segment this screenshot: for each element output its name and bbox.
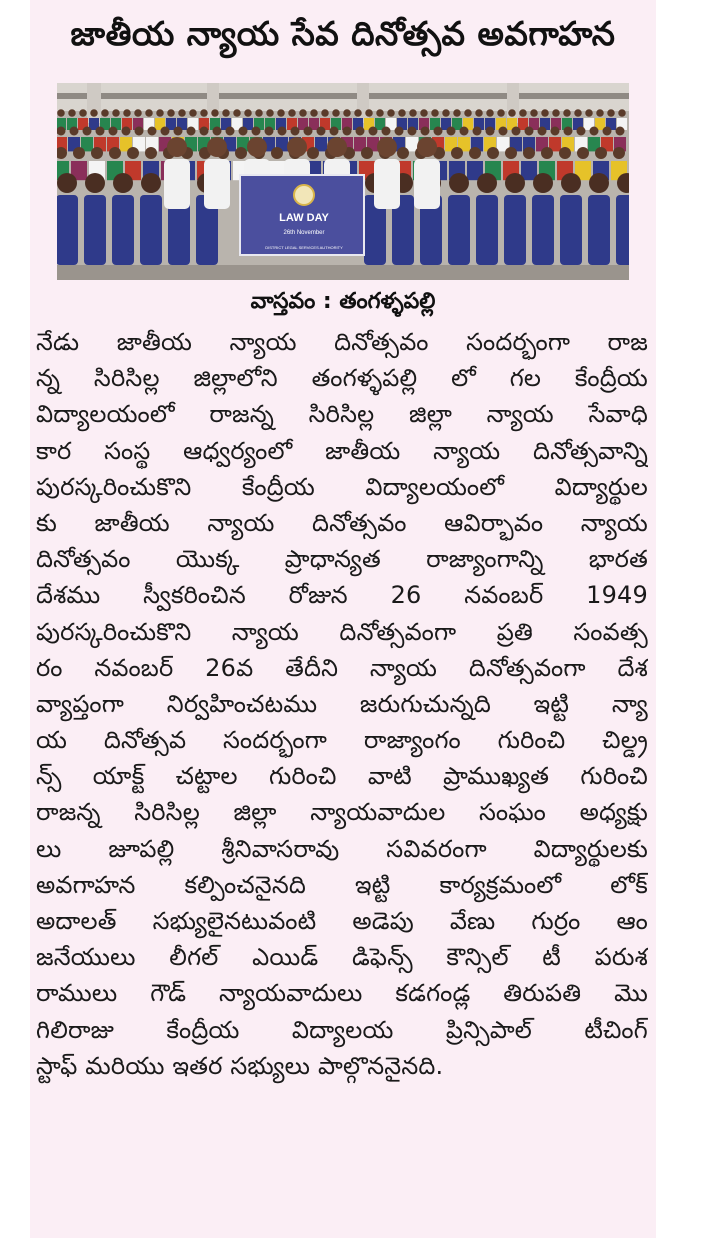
banner-title: LAW DAY (279, 212, 329, 224)
article-line: అదాలత్ సభ్యులైనటువంటి అడెపు వేణు గుర్రం ఆం (36, 907, 648, 935)
article-line: దినోత్సవం యొక్క ప్రాధాన్యత రాజ్యాంగాన్ని భారత (36, 545, 648, 574)
dateline: వాస్తవం : తంగళ్ళపల్లి (250, 289, 436, 314)
article-line: రాములు గౌడ్ న్యాయవాదులు కడగండ్ల తిరుపతి మొ (36, 979, 648, 1008)
article-line: కార సంస్థ ఆధ్వర్యంలో జాతీయ న్యాయ దినోత్సవాన్ని (36, 436, 648, 465)
banner-date: 26th November (283, 230, 325, 236)
news-photo (57, 83, 629, 280)
article-line: నేడు జాతీయ న్యాయ దినోత్సవం సందర్భంగా రాజ (36, 328, 648, 356)
article-line: జనేయులు లీగల్ ఎయిడ్ డిఫెన్స్ కౌన్సిల్ టీ పరుశ (36, 943, 648, 972)
article-line: పురస్కరించుకొని కేంద్రీయ విద్యాలయంలో విద్యార్థుల (36, 472, 648, 501)
article-line: లు జూపల్లి శ్రీనివాసరావు సవివరంగా విద్యార్థులకు (36, 834, 648, 863)
news-clipping (30, 0, 656, 1238)
article-line: వ్యాప్తంగా నిర్వహించటము జరుగుచున్నది ఇట్టి న్యా (36, 689, 648, 718)
article-line: పురస్కరించుకొని న్యాయ దినోత్సవంగా ప్రతి సంవత్స (36, 617, 648, 646)
article-line: స్టాఫ్ మరియు ఇతర సభ్యులు పాల్గొననైనది. (36, 1051, 444, 1080)
law-day-banner (240, 175, 364, 255)
article-line: విద్యాలయంలో రాజన్న సిరిసిల్ల జిల్లా న్యాయ సేవాధి (36, 400, 648, 429)
banner-footer: DISTRICT LEGAL SERVICES AUTHORITY (265, 245, 343, 250)
article-line: రం నవంబర్ 26వ తేదీని న్యాయ దినోత్సవంగా దేశ (36, 653, 648, 682)
article-line: అవగాహన కల్పించనైనది ఇట్టి కార్యక్రమంలో లోక్ (36, 870, 648, 899)
article-line: గిలిరాజు కేంద్రీయ విద్యాలయ ప్రిన్సిపాల్ టీచింగ్ (36, 1015, 648, 1044)
article-line: య దినోత్సవ సందర్భంగా రాజ్యాంగం గురించి చిల్డ్ర (36, 726, 648, 755)
article-line: న్న సిరిసిల్ల జిల్లాలోని తంగళ్ళపల్లి లో గల కేంద్రీయ (36, 364, 648, 393)
article-line: దేశము స్వీకరించిన రోజున 26 నవంబర్ 1949 (36, 581, 648, 610)
article-line: న్స్ యాక్ట్ చట్టాల గురించి వాటి ప్రాముఖ్యత గురించి (36, 762, 648, 791)
article-line: రాజన్న సిరిసిల్ల జిల్లా న్యాయవాదుల సంఘం అధ్యక్షు (36, 798, 648, 827)
article-line: కు జాతీయ న్యాయ దినోత్సవం ఆవిర్భావం న్యాయ (36, 508, 648, 537)
emblem-icon (294, 185, 314, 205)
headline: జాతీయ న్యాయ సేవ దినోత్సవ అవగాహన (70, 14, 616, 53)
article-body (36, 324, 648, 1084)
